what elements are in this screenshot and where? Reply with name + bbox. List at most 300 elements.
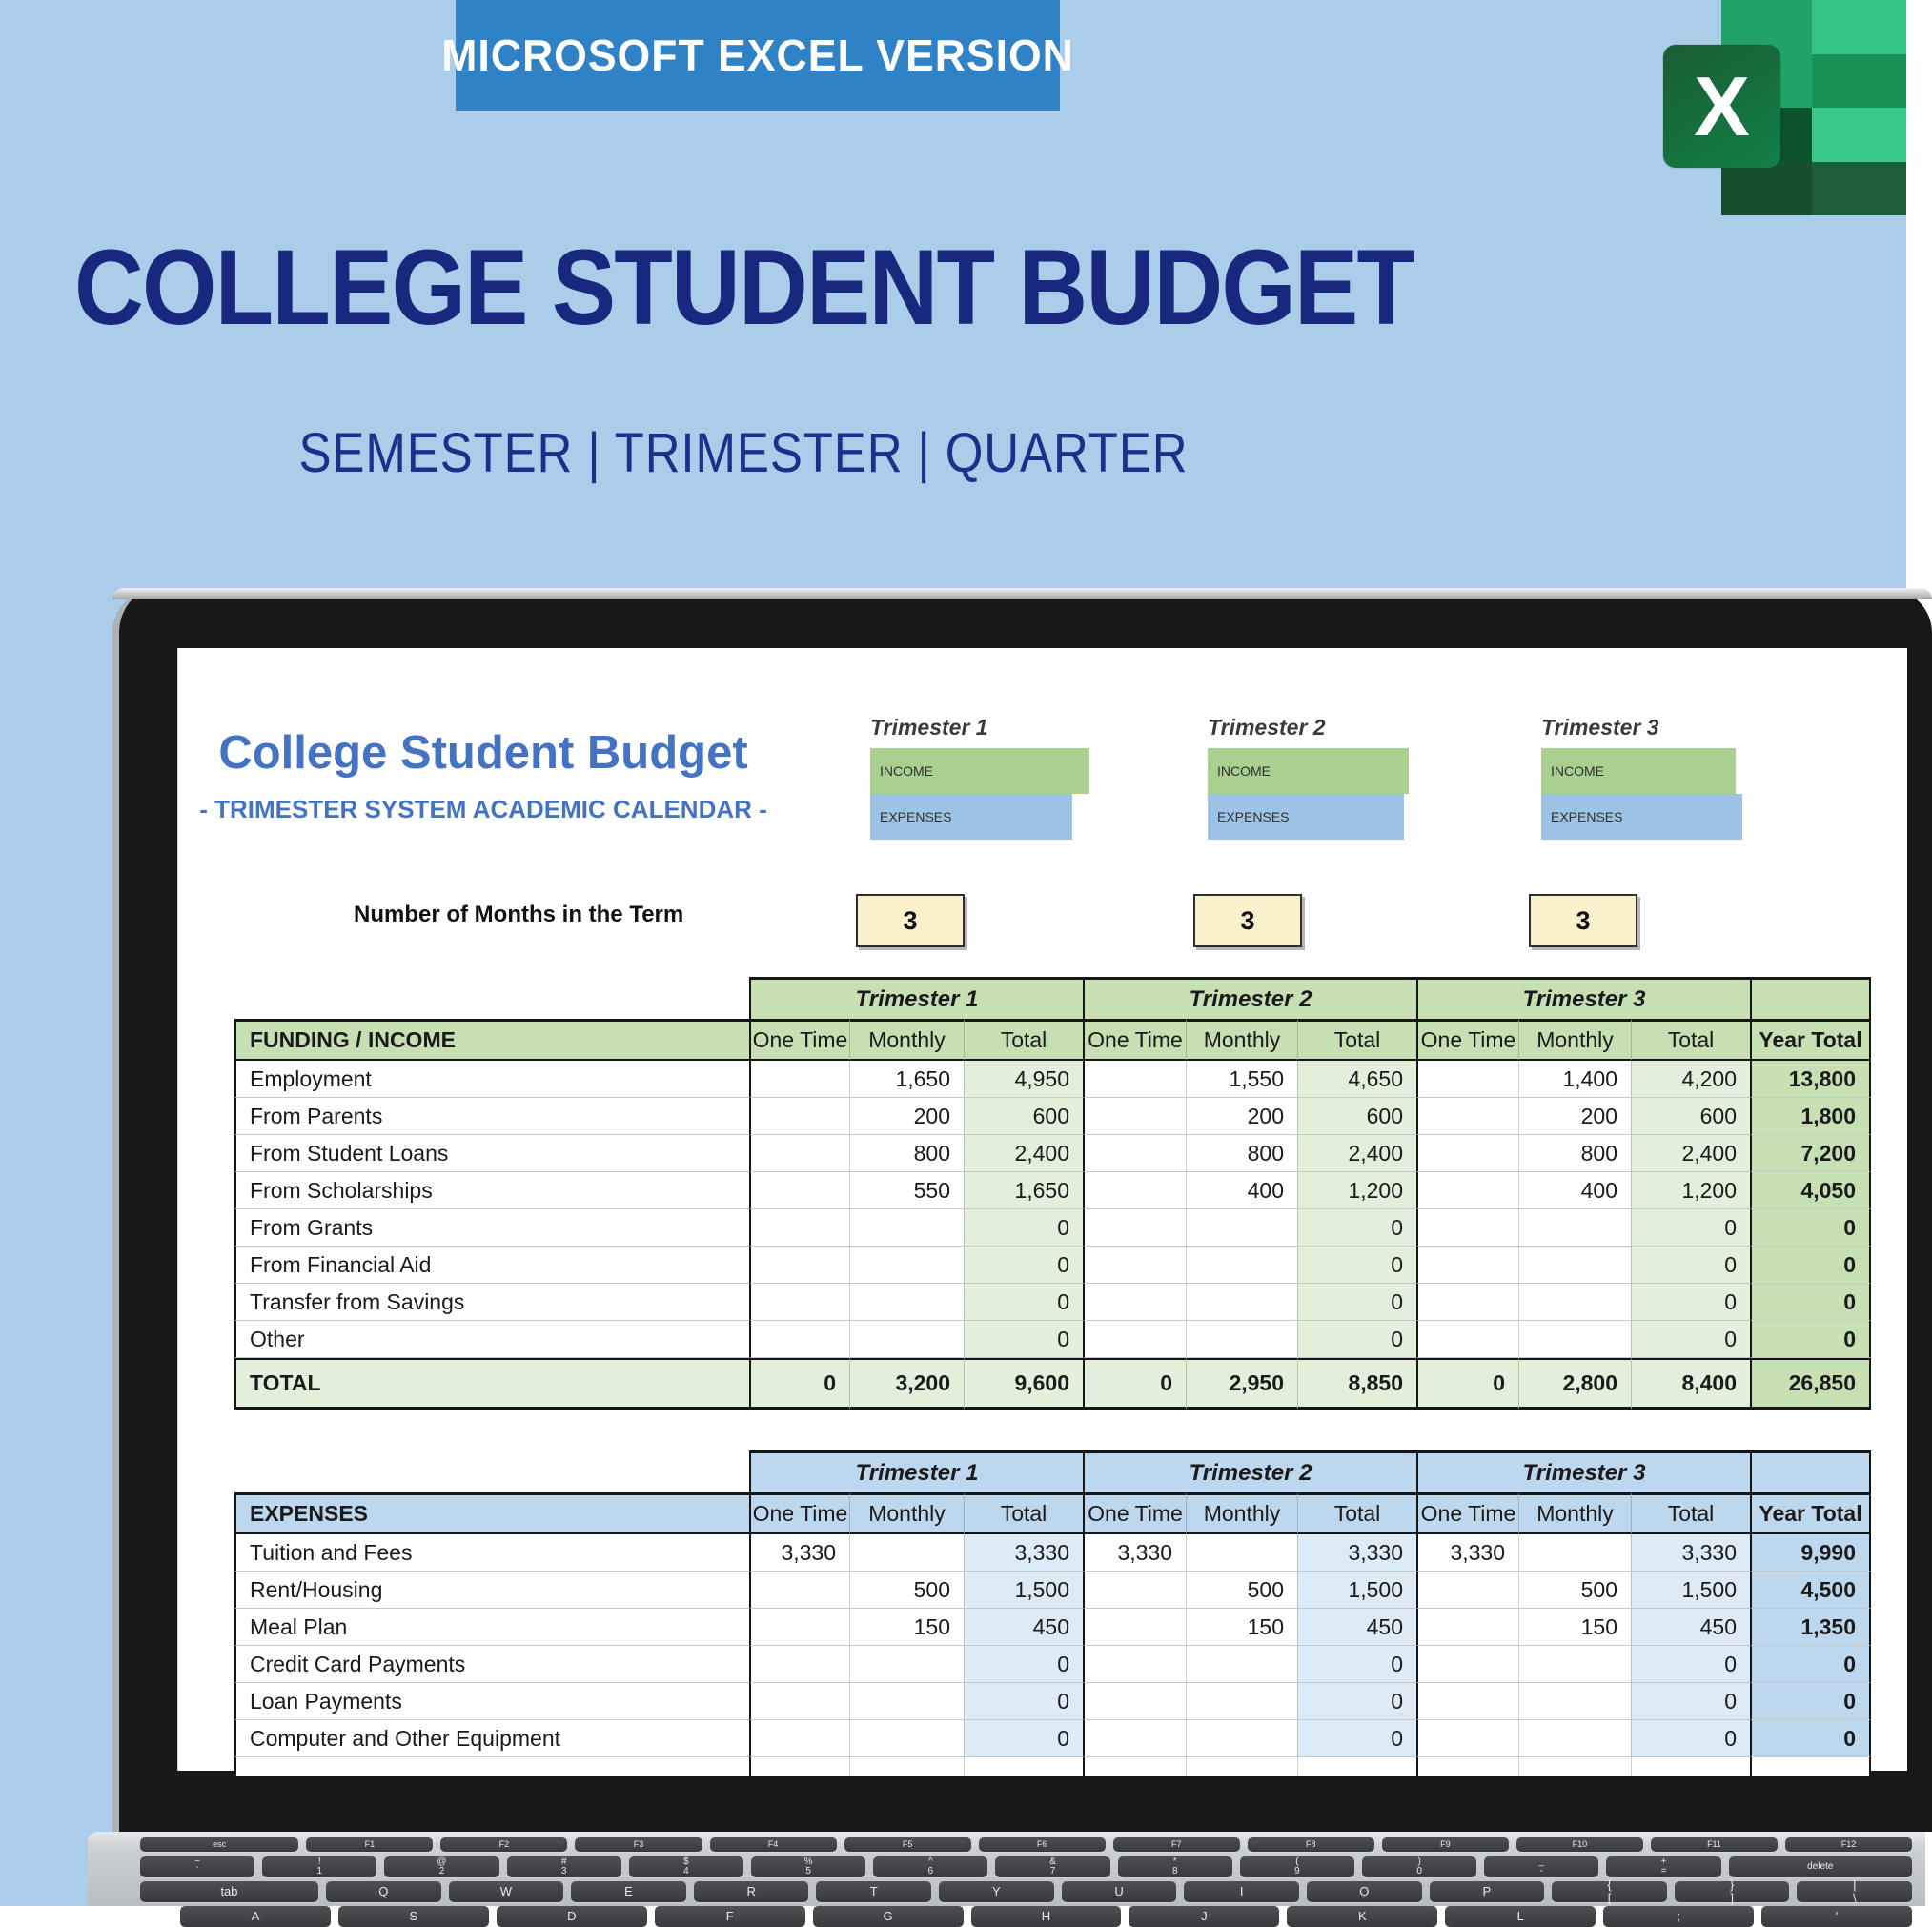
key-f[interactable] bbox=[655, 1906, 805, 1927]
cell[interactable] bbox=[1518, 1247, 1631, 1284]
year-total-cell[interactable]: 0 bbox=[1750, 1247, 1871, 1284]
cell[interactable]: 0 bbox=[1631, 1247, 1750, 1284]
cell[interactable]: 500 bbox=[849, 1572, 964, 1609]
table-header-row bbox=[234, 1019, 1871, 1061]
cell[interactable] bbox=[749, 1172, 849, 1209]
cell[interactable] bbox=[1518, 1209, 1631, 1247]
cell[interactable]: 0 bbox=[1631, 1284, 1750, 1321]
band-year-spacer bbox=[1750, 1450, 1871, 1492]
key-p[interactable] bbox=[1430, 1881, 1545, 1902]
key-legend: 0 bbox=[1416, 1866, 1422, 1876]
cell[interactable]: 800 bbox=[1518, 1135, 1631, 1172]
legend-group bbox=[1208, 715, 1409, 840]
cell[interactable]: 450 bbox=[1631, 1609, 1750, 1646]
cell[interactable]: 400 bbox=[1518, 1172, 1631, 1209]
legend-group bbox=[1541, 715, 1742, 840]
cell[interactable] bbox=[749, 1683, 849, 1720]
key-legend: 7 bbox=[1049, 1866, 1056, 1876]
key-l[interactable] bbox=[1445, 1906, 1596, 1927]
key-f1[interactable] bbox=[306, 1837, 433, 1852]
table-row bbox=[234, 1098, 1871, 1135]
cell[interactable] bbox=[749, 1209, 849, 1247]
legend-income-bar: INCOME bbox=[870, 748, 1089, 794]
cell[interactable]: 600 bbox=[1631, 1098, 1750, 1135]
key-i[interactable] bbox=[1184, 1881, 1299, 1902]
key-legend: \ bbox=[1852, 1891, 1857, 1905]
band-trimester-label: Trimester 2 bbox=[1083, 1450, 1416, 1492]
year-total-cell[interactable]: 1,800 bbox=[1750, 1098, 1871, 1135]
key-shift-legend: ~ bbox=[194, 1856, 201, 1867]
column-header: One Time bbox=[1083, 1492, 1186, 1534]
cell[interactable]: 0 bbox=[964, 1209, 1083, 1247]
key-[interactable] bbox=[1797, 1877, 1912, 1905]
cell[interactable] bbox=[749, 1098, 849, 1135]
table-row bbox=[234, 1720, 1871, 1757]
key-5[interactable] bbox=[751, 1856, 865, 1877]
cell[interactable]: 2,400 bbox=[1297, 1135, 1416, 1172]
key-legend: ` bbox=[195, 1866, 199, 1876]
row-label: Credit Card Payments bbox=[234, 1646, 749, 1683]
cell[interactable]: 0 bbox=[1631, 1321, 1750, 1358]
cell[interactable]: 2,400 bbox=[964, 1135, 1083, 1172]
cell[interactable]: 1,500 bbox=[964, 1572, 1083, 1609]
cell[interactable] bbox=[1186, 1683, 1297, 1720]
months-label: Number of Months in the Term bbox=[354, 902, 684, 927]
cell[interactable] bbox=[849, 1321, 964, 1358]
cell[interactable] bbox=[749, 1572, 849, 1609]
cell[interactable]: 0 bbox=[1297, 1683, 1416, 1720]
key-legend: F11 bbox=[1707, 1838, 1721, 1849]
cell[interactable] bbox=[849, 1534, 964, 1572]
key-legend: Q bbox=[378, 1884, 389, 1899]
year-total-cell[interactable]: 0 bbox=[1750, 1321, 1871, 1358]
key-h[interactable] bbox=[971, 1906, 1122, 1927]
key-f6[interactable] bbox=[979, 1837, 1106, 1852]
cell[interactable]: 1,650 bbox=[964, 1172, 1083, 1209]
table-row bbox=[234, 1609, 1871, 1646]
key-o[interactable] bbox=[1307, 1881, 1422, 1902]
key-legend: F12 bbox=[1840, 1838, 1857, 1849]
year-total-cell[interactable]: 0 bbox=[1750, 1284, 1871, 1321]
table-row bbox=[234, 1646, 1871, 1683]
key-legend: F6 bbox=[1036, 1838, 1047, 1849]
row-label bbox=[234, 1757, 749, 1776]
cell[interactable]: 0 bbox=[1631, 1646, 1750, 1683]
key-q[interactable] bbox=[326, 1881, 441, 1902]
key-s[interactable] bbox=[338, 1906, 489, 1927]
cell[interactable]: 800 bbox=[849, 1135, 964, 1172]
cell[interactable]: 3,330 bbox=[1297, 1534, 1416, 1572]
cell[interactable] bbox=[1416, 1135, 1518, 1172]
cell[interactable] bbox=[749, 1284, 849, 1321]
key-legend: J bbox=[1201, 1909, 1208, 1924]
cell[interactable] bbox=[1518, 1321, 1631, 1358]
cell[interactable] bbox=[749, 1720, 849, 1757]
key-k[interactable] bbox=[1287, 1906, 1437, 1927]
cell[interactable]: 4,650 bbox=[1297, 1061, 1416, 1098]
total-cell: 0 bbox=[749, 1358, 849, 1410]
keyboard-num-row bbox=[140, 1856, 1912, 1877]
cell[interactable]: 0 bbox=[964, 1321, 1083, 1358]
cell[interactable] bbox=[1416, 1646, 1518, 1683]
key-f10[interactable] bbox=[1516, 1837, 1643, 1852]
excel-logo-letter: X bbox=[1694, 58, 1750, 153]
cell[interactable]: 0 bbox=[1631, 1683, 1750, 1720]
key-f8[interactable] bbox=[1248, 1837, 1374, 1852]
keyboard-home-row bbox=[180, 1906, 1912, 1927]
cell[interactable] bbox=[1416, 1098, 1518, 1135]
key-legend: 8 bbox=[1171, 1866, 1178, 1876]
cell[interactable]: 0 bbox=[1297, 1646, 1416, 1683]
cell[interactable] bbox=[1416, 1061, 1518, 1098]
sheet-title: College Student Budget bbox=[218, 727, 748, 779]
table-band-row bbox=[234, 1450, 1871, 1492]
key-2[interactable] bbox=[384, 1856, 498, 1877]
year-total-cell[interactable]: 4,500 bbox=[1750, 1572, 1871, 1609]
total-cell: 9,600 bbox=[964, 1358, 1083, 1410]
cell[interactable] bbox=[1416, 1209, 1518, 1247]
key-legend: ] bbox=[1730, 1891, 1734, 1905]
key-shift-legend: ^ bbox=[927, 1856, 933, 1867]
key-3[interactable] bbox=[507, 1856, 621, 1877]
row-label: Tuition and Fees bbox=[234, 1534, 749, 1572]
cell[interactable] bbox=[1416, 1321, 1518, 1358]
key-4[interactable] bbox=[629, 1856, 743, 1877]
cell[interactable]: 200 bbox=[849, 1098, 964, 1135]
legend-income-bar: INCOME bbox=[1541, 748, 1736, 794]
cell[interactable] bbox=[1083, 1572, 1186, 1609]
key-r[interactable] bbox=[694, 1881, 809, 1902]
cell[interactable] bbox=[1083, 1321, 1186, 1358]
key-legend: F8 bbox=[1306, 1838, 1316, 1849]
key-6[interactable] bbox=[873, 1856, 987, 1877]
cell[interactable]: 450 bbox=[1297, 1609, 1416, 1646]
cell[interactable] bbox=[749, 1757, 849, 1776]
keyboard-fn-row bbox=[140, 1837, 1912, 1852]
cell[interactable] bbox=[1186, 1247, 1297, 1284]
year-total-cell[interactable]: 7,200 bbox=[1750, 1135, 1871, 1172]
cell[interactable]: 800 bbox=[1186, 1135, 1297, 1172]
key-0[interactable] bbox=[1362, 1856, 1476, 1877]
total-cell: 8,850 bbox=[1297, 1358, 1416, 1410]
band-spacer bbox=[234, 977, 749, 1019]
cell[interactable] bbox=[1083, 1247, 1186, 1284]
year-total-header: Year Total bbox=[1750, 1492, 1871, 1534]
key-legend: F10 bbox=[1572, 1838, 1588, 1849]
key-legend: W bbox=[499, 1884, 513, 1899]
cell[interactable]: 3,330 bbox=[749, 1534, 849, 1572]
cell[interactable] bbox=[1518, 1284, 1631, 1321]
cell[interactable]: 1,650 bbox=[849, 1061, 964, 1098]
key-legend: ' bbox=[1835, 1909, 1839, 1924]
cell[interactable] bbox=[1083, 1172, 1186, 1209]
cell[interactable] bbox=[1083, 1720, 1186, 1757]
cell[interactable]: 0 bbox=[964, 1284, 1083, 1321]
key-f11[interactable] bbox=[1651, 1837, 1778, 1852]
cell[interactable]: 1,550 bbox=[1186, 1061, 1297, 1098]
cell[interactable]: 0 bbox=[964, 1646, 1083, 1683]
key-legend: ; bbox=[1677, 1909, 1680, 1924]
cell[interactable]: 1,400 bbox=[1518, 1061, 1631, 1098]
column-header: Total bbox=[964, 1492, 1083, 1534]
key-[interactable] bbox=[1606, 1856, 1720, 1877]
cell[interactable] bbox=[1631, 1757, 1750, 1776]
key-1[interactable] bbox=[262, 1856, 376, 1877]
total-label: TOTAL bbox=[234, 1358, 749, 1410]
total-cell: 0 bbox=[1416, 1358, 1518, 1410]
cell[interactable] bbox=[849, 1720, 964, 1757]
cell[interactable] bbox=[749, 1247, 849, 1284]
cell[interactable] bbox=[849, 1683, 964, 1720]
key-f5[interactable] bbox=[844, 1837, 971, 1852]
key-legend: K bbox=[1357, 1909, 1367, 1924]
cell[interactable] bbox=[1416, 1720, 1518, 1757]
cell[interactable] bbox=[1416, 1172, 1518, 1209]
cell[interactable]: 3,330 bbox=[964, 1534, 1083, 1572]
key-legend: 2 bbox=[438, 1866, 445, 1876]
key-legend: [ bbox=[1607, 1891, 1612, 1905]
key-u[interactable] bbox=[1062, 1881, 1177, 1902]
cell[interactable]: 0 bbox=[1631, 1720, 1750, 1757]
cell[interactable]: 150 bbox=[849, 1609, 964, 1646]
cell[interactable] bbox=[749, 1609, 849, 1646]
key-legend: 9 bbox=[1294, 1866, 1300, 1876]
cell[interactable] bbox=[1083, 1209, 1186, 1247]
key-[interactable] bbox=[140, 1856, 254, 1877]
cell[interactable] bbox=[1186, 1646, 1297, 1683]
cell[interactable]: 1,500 bbox=[1631, 1572, 1750, 1609]
laptop-screen bbox=[177, 648, 1907, 1771]
key-7[interactable] bbox=[995, 1856, 1109, 1877]
cell[interactable] bbox=[1518, 1534, 1631, 1572]
cell[interactable] bbox=[1083, 1646, 1186, 1683]
column-header: Monthly bbox=[849, 1019, 964, 1061]
key-f4[interactable] bbox=[710, 1837, 837, 1852]
cell[interactable]: 4,950 bbox=[964, 1061, 1083, 1098]
key-8[interactable] bbox=[1118, 1856, 1232, 1877]
cell[interactable]: 150 bbox=[1518, 1609, 1631, 1646]
cell[interactable]: 3,330 bbox=[1631, 1534, 1750, 1572]
months-input[interactable]: 3 bbox=[1193, 894, 1302, 947]
cell[interactable] bbox=[1518, 1646, 1631, 1683]
column-header: One Time bbox=[1416, 1019, 1518, 1061]
cell[interactable] bbox=[749, 1135, 849, 1172]
table-row bbox=[234, 1321, 1871, 1358]
cell[interactable] bbox=[1083, 1757, 1186, 1776]
cell[interactable] bbox=[1518, 1720, 1631, 1757]
cell[interactable]: 0 bbox=[964, 1683, 1083, 1720]
cell[interactable] bbox=[749, 1321, 849, 1358]
key-esc[interactable] bbox=[140, 1837, 298, 1852]
cell[interactable] bbox=[1416, 1284, 1518, 1321]
cell[interactable]: 150 bbox=[1186, 1609, 1297, 1646]
year-total-cell[interactable]: 4,050 bbox=[1750, 1172, 1871, 1209]
legend-trimester-label: Trimester 1 bbox=[870, 715, 988, 740]
version-banner-label: MICROSOFT EXCEL VERSION bbox=[441, 30, 1074, 80]
cell[interactable]: 1,200 bbox=[1297, 1172, 1416, 1209]
total-cell: 3,200 bbox=[849, 1358, 964, 1410]
key-shift-legend: # bbox=[560, 1856, 567, 1867]
year-total-cell[interactable]: 0 bbox=[1750, 1209, 1871, 1247]
key-legend: S bbox=[409, 1909, 418, 1924]
key-[interactable] bbox=[1675, 1877, 1790, 1905]
key-f12[interactable] bbox=[1785, 1837, 1912, 1852]
cell[interactable]: 200 bbox=[1518, 1098, 1631, 1135]
cell[interactable] bbox=[1186, 1284, 1297, 1321]
cell[interactable] bbox=[1186, 1209, 1297, 1247]
cell[interactable]: 400 bbox=[1186, 1172, 1297, 1209]
key-f2[interactable] bbox=[440, 1837, 567, 1852]
cell[interactable]: 600 bbox=[964, 1098, 1083, 1135]
key-legend: R bbox=[746, 1884, 756, 1899]
total-cell: 0 bbox=[1083, 1358, 1186, 1410]
key-legend: tab bbox=[220, 1884, 238, 1899]
cell[interactable]: 1,200 bbox=[1631, 1172, 1750, 1209]
cell[interactable] bbox=[1416, 1757, 1518, 1776]
year-total-cell[interactable]: 0 bbox=[1750, 1683, 1871, 1720]
key-t[interactable] bbox=[816, 1881, 931, 1902]
cell[interactable]: 2,400 bbox=[1631, 1135, 1750, 1172]
cell[interactable] bbox=[1416, 1572, 1518, 1609]
cell[interactable]: 200 bbox=[1186, 1098, 1297, 1135]
column-header: Total bbox=[964, 1019, 1083, 1061]
cell[interactable]: 0 bbox=[1297, 1321, 1416, 1358]
cell[interactable] bbox=[1186, 1720, 1297, 1757]
key-[interactable] bbox=[1761, 1906, 1912, 1927]
cell[interactable] bbox=[749, 1646, 849, 1683]
key-j[interactable] bbox=[1129, 1906, 1279, 1927]
cell[interactable] bbox=[849, 1757, 964, 1776]
total-cell: 8,400 bbox=[1631, 1358, 1750, 1410]
cell[interactable] bbox=[1416, 1247, 1518, 1284]
cell[interactable]: 1,500 bbox=[1297, 1572, 1416, 1609]
row-label: From Financial Aid bbox=[234, 1247, 749, 1284]
cell[interactable]: 3,330 bbox=[1416, 1534, 1518, 1572]
cell[interactable]: 0 bbox=[1297, 1720, 1416, 1757]
cell[interactable]: 3,330 bbox=[1083, 1534, 1186, 1572]
cell[interactable] bbox=[849, 1646, 964, 1683]
key-[interactable] bbox=[1603, 1906, 1754, 1927]
band-trimester-label: Trimester 1 bbox=[749, 1450, 1083, 1492]
legend-expenses-bar: EXPENSES bbox=[1208, 794, 1404, 840]
cell[interactable]: 0 bbox=[1297, 1284, 1416, 1321]
cell[interactable] bbox=[1416, 1683, 1518, 1720]
cell[interactable]: 500 bbox=[1186, 1572, 1297, 1609]
cell[interactable] bbox=[1083, 1683, 1186, 1720]
cell[interactable] bbox=[849, 1284, 964, 1321]
excel-logo-grid-cell bbox=[1812, 54, 1906, 108]
key-d[interactable] bbox=[497, 1906, 647, 1927]
cell[interactable] bbox=[1186, 1757, 1297, 1776]
band-trimester-label: Trimester 3 bbox=[1416, 977, 1750, 1019]
key-legend: D bbox=[567, 1909, 577, 1924]
row-label: Computer and Other Equipment bbox=[234, 1720, 749, 1757]
key-g[interactable] bbox=[813, 1906, 964, 1927]
key-legend: F7 bbox=[1170, 1838, 1182, 1849]
total-cell: 2,800 bbox=[1518, 1358, 1631, 1410]
cell[interactable]: 0 bbox=[964, 1247, 1083, 1284]
row-label: From Scholarships bbox=[234, 1172, 749, 1209]
key-y[interactable] bbox=[939, 1881, 1054, 1902]
key-f3[interactable] bbox=[575, 1837, 702, 1852]
cell[interactable] bbox=[964, 1757, 1083, 1776]
cell[interactable] bbox=[1083, 1098, 1186, 1135]
cell[interactable]: 550 bbox=[849, 1172, 964, 1209]
key-tab[interactable] bbox=[140, 1881, 318, 1902]
key-[interactable] bbox=[1552, 1877, 1667, 1905]
key-shift-legend: ( bbox=[1295, 1856, 1299, 1867]
cell[interactable]: 0 bbox=[1631, 1209, 1750, 1247]
year-total-cell[interactable]: 1,350 bbox=[1750, 1609, 1871, 1646]
key-9[interactable] bbox=[1240, 1856, 1354, 1877]
key-legend: F9 bbox=[1440, 1838, 1451, 1849]
table-row bbox=[234, 1247, 1871, 1284]
key-f9[interactable] bbox=[1382, 1837, 1509, 1852]
cell[interactable] bbox=[1186, 1534, 1297, 1572]
key-f7[interactable] bbox=[1113, 1837, 1240, 1852]
cell[interactable] bbox=[849, 1247, 964, 1284]
row-label: From Parents bbox=[234, 1098, 749, 1135]
year-total-cell[interactable]: 13,800 bbox=[1750, 1061, 1871, 1098]
cell[interactable]: 450 bbox=[964, 1609, 1083, 1646]
year-total-cell[interactable]: 0 bbox=[1750, 1646, 1871, 1683]
cell[interactable]: 0 bbox=[964, 1720, 1083, 1757]
key-[interactable] bbox=[1484, 1856, 1598, 1877]
year-total-cell[interactable] bbox=[1750, 1757, 1871, 1776]
key-e[interactable] bbox=[571, 1881, 686, 1902]
cell[interactable] bbox=[1518, 1757, 1631, 1776]
poster-subtitle: SEMESTER | TRIMESTER | QUARTER bbox=[298, 422, 1189, 484]
cell[interactable] bbox=[1083, 1061, 1186, 1098]
year-total-cell[interactable]: 9,990 bbox=[1750, 1534, 1871, 1572]
cell[interactable]: 0 bbox=[1297, 1209, 1416, 1247]
key-delete[interactable] bbox=[1729, 1856, 1912, 1877]
cell[interactable] bbox=[1416, 1609, 1518, 1646]
cell[interactable] bbox=[1297, 1757, 1416, 1776]
cell[interactable]: 500 bbox=[1518, 1572, 1631, 1609]
laptop-keyboard-deck bbox=[88, 1832, 1925, 1924]
key-legend: F4 bbox=[767, 1838, 779, 1849]
cell[interactable]: 0 bbox=[1297, 1247, 1416, 1284]
months-input[interactable]: 3 bbox=[1529, 894, 1637, 947]
table-row bbox=[234, 1284, 1871, 1321]
column-header: Monthly bbox=[1186, 1492, 1297, 1534]
key-shift-legend: | bbox=[1853, 1877, 1857, 1893]
cell[interactable]: 4,200 bbox=[1631, 1061, 1750, 1098]
cell[interactable] bbox=[1083, 1135, 1186, 1172]
key-w[interactable] bbox=[449, 1881, 564, 1902]
cell[interactable]: 600 bbox=[1297, 1098, 1416, 1135]
cell[interactable] bbox=[1083, 1609, 1186, 1646]
key-shift-legend: @ bbox=[437, 1856, 447, 1867]
column-header: Monthly bbox=[1186, 1019, 1297, 1061]
column-header: Total bbox=[1631, 1492, 1750, 1534]
year-total-cell[interactable]: 0 bbox=[1750, 1720, 1871, 1757]
months-input[interactable]: 3 bbox=[856, 894, 965, 947]
table-row bbox=[234, 1172, 1871, 1209]
cell[interactable] bbox=[749, 1061, 849, 1098]
cell[interactable] bbox=[1083, 1284, 1186, 1321]
excel-logo-grid-cell bbox=[1812, 108, 1906, 162]
cell[interactable] bbox=[849, 1209, 964, 1247]
excel-logo-grid-cell bbox=[1812, 0, 1906, 54]
key-legend: A bbox=[251, 1909, 260, 1924]
key-a[interactable] bbox=[180, 1906, 331, 1927]
cell[interactable] bbox=[1186, 1321, 1297, 1358]
excel-logo-grid-cell bbox=[1812, 162, 1906, 215]
cell[interactable] bbox=[1518, 1683, 1631, 1720]
legend-group bbox=[870, 715, 1089, 840]
